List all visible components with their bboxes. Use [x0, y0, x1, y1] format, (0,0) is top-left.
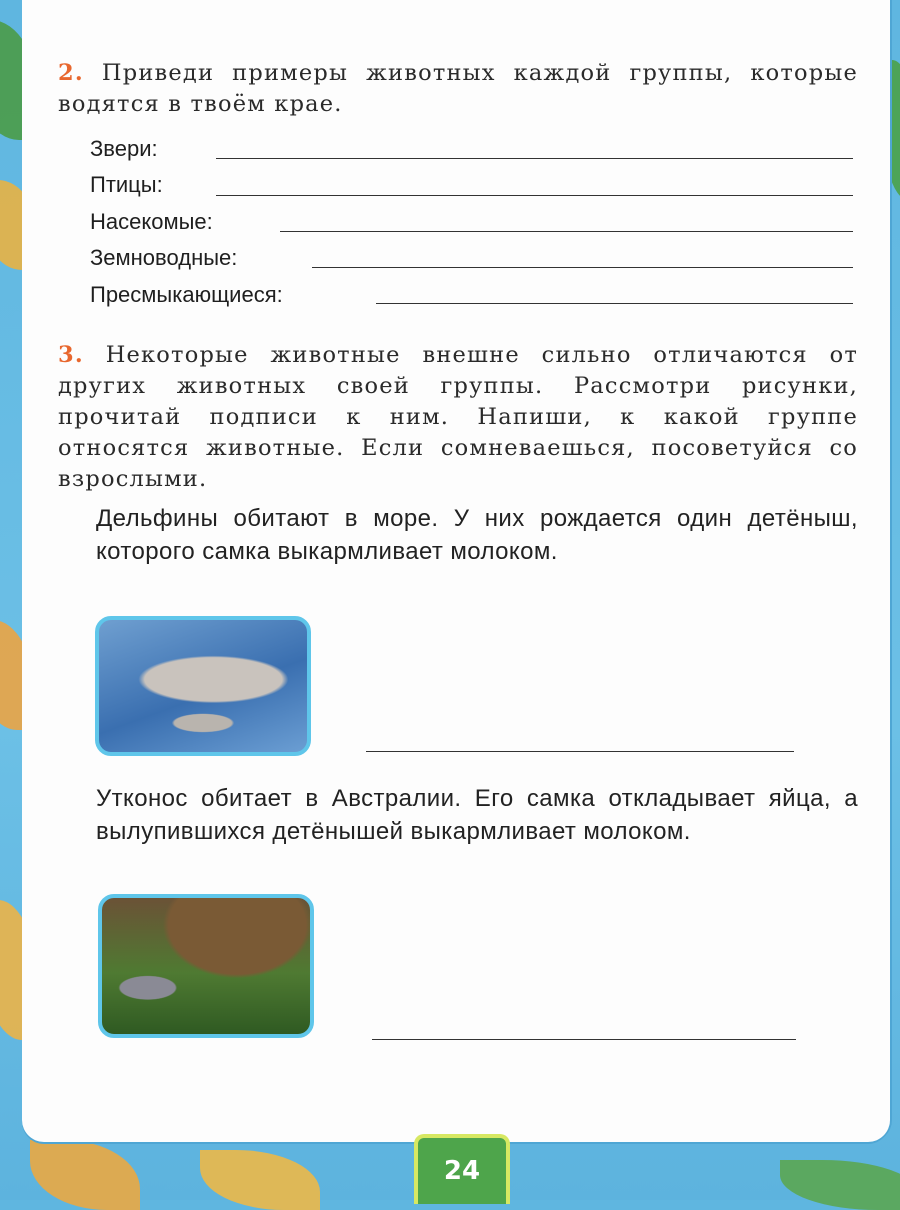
- task-3-text: Некоторые животные внешне сильно отличаются от других животных своей группы. Рассмотри рисунки, прочитай подписи к ним. Напиши, к какой группе относятся животные. Если сомневаешься, посоветуйся со взрослыми.: [58, 342, 858, 492]
- task-2-prompt: [58, 58, 858, 120]
- answer-line-dolphin[interactable]: [366, 750, 794, 752]
- answer-line-mammals[interactable]: [216, 157, 853, 159]
- answer-line-platypus[interactable]: [372, 1038, 796, 1040]
- dolphin-caption: Дельфины обитают в море. У них рождается один детёныш, которого самка выкармливает молоком.: [96, 505, 858, 565]
- task-3-prompt: [58, 340, 858, 495]
- task-2-number: 2.: [58, 60, 84, 86]
- label-birds: Птицы:: [90, 172, 163, 197]
- platypus-photo: [98, 894, 314, 1038]
- task-2-text: Приведи примеры животных каждой группы, которые водятся в твоём крае.: [58, 60, 858, 117]
- answer-line-birds[interactable]: [216, 194, 853, 196]
- page-number-badge: 24: [414, 1134, 510, 1204]
- leaf-decoration: [200, 1150, 320, 1210]
- label-insects: Насекомые:: [90, 209, 213, 234]
- answer-line-amphibians[interactable]: [312, 266, 853, 268]
- leaf-decoration: [780, 1160, 900, 1210]
- answer-line-insects[interactable]: [280, 230, 853, 232]
- platypus-caption: Утконос обитает в Австралии. Его самка откладывает яйца, а вылупившихся детёнышей выкармливает молоком.: [96, 785, 858, 845]
- dolphin-photo: [95, 616, 311, 756]
- label-mammals: Звери:: [90, 136, 158, 161]
- answer-line-reptiles[interactable]: [376, 302, 853, 304]
- label-reptiles: Пресмыкающиеся:: [90, 282, 283, 307]
- label-amphibians: Земноводные:: [90, 245, 238, 270]
- task-3-number: 3.: [58, 342, 84, 368]
